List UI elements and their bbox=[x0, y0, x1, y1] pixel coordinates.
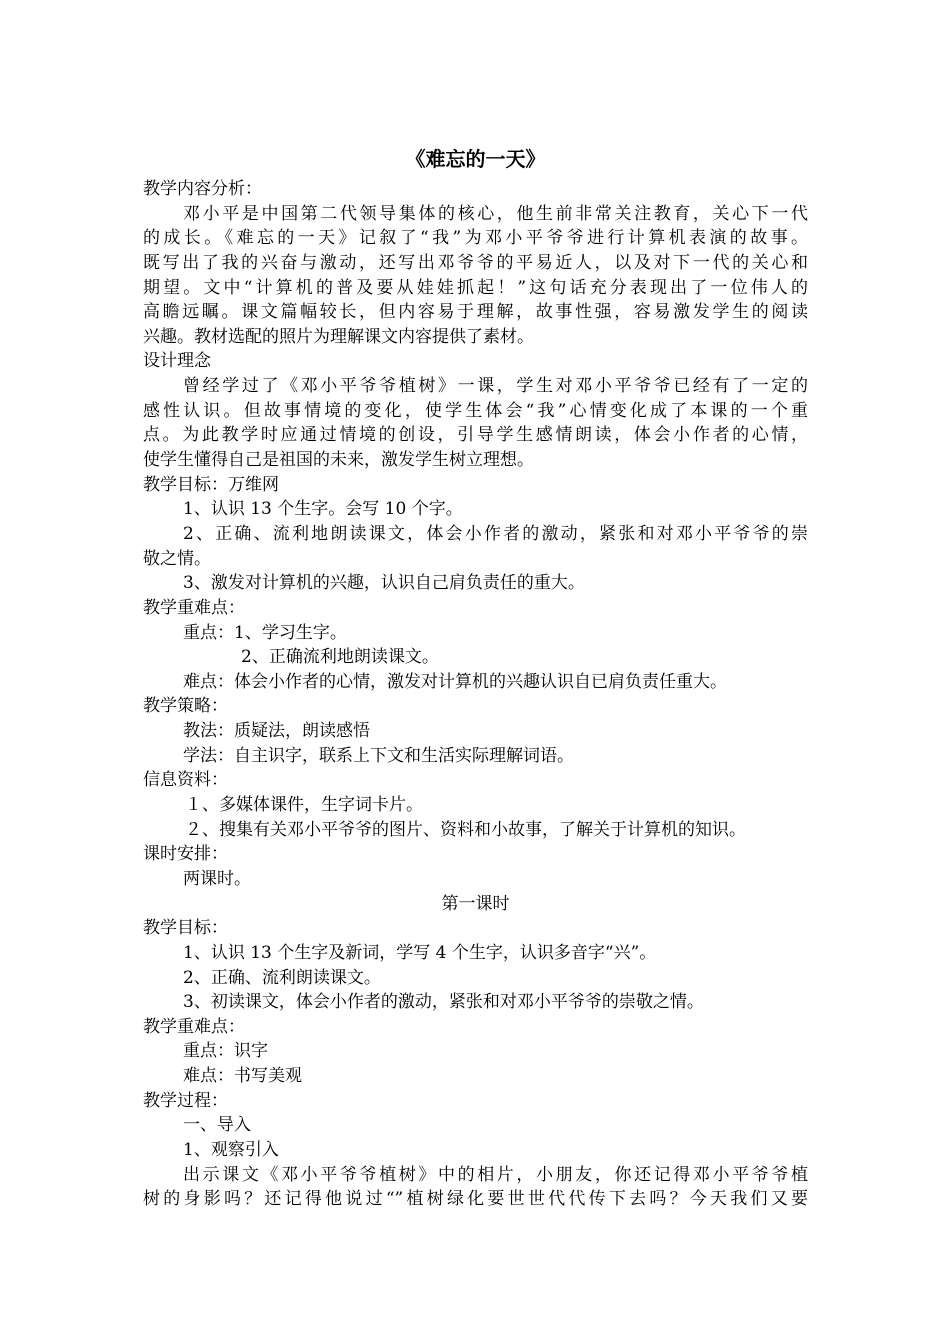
list-item-continuation: 敬之情。 bbox=[143, 548, 211, 569]
section-heading: 教学过程： bbox=[143, 1090, 228, 1111]
section-heading: 教学目标：万维网 bbox=[143, 474, 279, 495]
section-heading: 教学重难点： bbox=[143, 597, 245, 618]
list-item: １、多媒体课件，生字词卡片。 bbox=[185, 795, 423, 816]
list-item: 2、正确、流利地朗读课文，体会小作者的激动，紧张和对邓小平爷爷的崇 bbox=[183, 523, 808, 544]
paragraph-line: 树的身影吗？还记得他说过“”植树绿化要世世代代传下去吗？今天我们又要 bbox=[143, 1189, 808, 1210]
list-item: 1、观察引入 bbox=[183, 1139, 279, 1160]
section-heading: 信息资料： bbox=[143, 770, 228, 791]
list-item: 难点：体会小作者的心情，激发对计算机的兴趣认识自已肩负责任重大。 bbox=[183, 671, 727, 692]
list-item: 2、正确流利地朗读课文。 bbox=[241, 647, 439, 668]
paragraph-line: 出示课文《邓小平爷爷植树》中的相片，小朋友，你还记得邓小平爷爷植 bbox=[183, 1164, 808, 1185]
list-item: 学法：自主识字，联系上下文和生活实际理解词语。 bbox=[183, 745, 574, 766]
section-heading: 教学策略： bbox=[143, 696, 228, 717]
paragraph-line: 高瞻远瞩。课文篇幅较长，但内容易于理解，故事性强，容易激发学生的阅读 bbox=[143, 302, 808, 323]
list-item: ２、搜集有关邓小平爷爷的图片、资料和小故事，了解关于计算机的知识。 bbox=[185, 819, 746, 840]
list-item: 1、认识 13 个生字及新词，学写 4 个生字，认识多音字“兴”。 bbox=[183, 942, 657, 963]
list-item: 重点：1、学习生字。 bbox=[183, 622, 347, 643]
paragraph-line: 点。为此教学时应通过情境的创设，引导学生感情朗读，体会小作者的心情， bbox=[143, 425, 808, 446]
paragraph-line: 期望。文中“计算机的普及要从娃娃抓起！”这句话充分表现出了一位伟人的 bbox=[143, 277, 808, 298]
paragraph-line: 使学生懂得自己是祖国的未来，激发学生树立理想。 bbox=[143, 450, 534, 471]
paragraph-line: 兴趣。教材选配的照片为理解课文内容提供了素材。 bbox=[143, 326, 534, 347]
paragraph-line: 的成长。《难忘的一天》记叙了“我”为邓小平爷爷进行计算机表演的故事。 bbox=[143, 228, 808, 249]
paragraph-line: 既写出了我的兴奋与激动，还写出邓爷爷的平易近人，以及对下一代的关心和 bbox=[143, 252, 808, 273]
list-item: 难点：书写美观 bbox=[183, 1066, 302, 1087]
list-item: 一、导入 bbox=[183, 1115, 251, 1136]
section-heading: 教学内容分析： bbox=[143, 179, 262, 199]
paragraph-line: 两课时。 bbox=[183, 868, 251, 889]
section-heading: 教学重难点： bbox=[143, 1016, 245, 1037]
list-item: 1、认识 13 个生字。会写 10 个字。 bbox=[183, 499, 463, 520]
list-item: 2、正确、流利朗读课文。 bbox=[183, 967, 381, 988]
paragraph-line: 邓小平是中国第二代领导集体的核心，他生前非常关注教育，关心下一代 bbox=[183, 203, 808, 224]
document-title: 《难忘的一天》 bbox=[405, 147, 546, 171]
list-item: 3、初读课文，体会小作者的激动，紧张和对邓小平爷爷的崇敬之情。 bbox=[183, 992, 704, 1013]
lesson-heading: 第一课时 bbox=[441, 893, 510, 914]
section-heading: 课时安排： bbox=[143, 844, 228, 865]
list-item: 重点：识字 bbox=[183, 1041, 268, 1062]
paragraph-line: 感性认识。但故事情境的变化，使学生体会“我”心情变化成了本课的一个重 bbox=[143, 400, 808, 421]
section-heading: 教学目标： bbox=[143, 918, 228, 939]
document-body bbox=[143, 177, 808, 1212]
list-item: 3、激发对计算机的兴趣，认识自己肩负责任的重大。 bbox=[183, 573, 585, 594]
list-item: 教法：质疑法，朗读感悟 bbox=[183, 721, 370, 742]
section-heading: 设计理念 bbox=[143, 351, 211, 372]
paragraph-line: 曾经学过了《邓小平爷爷植树》一课，学生对邓小平爷爷已经有了一定的 bbox=[183, 376, 808, 397]
